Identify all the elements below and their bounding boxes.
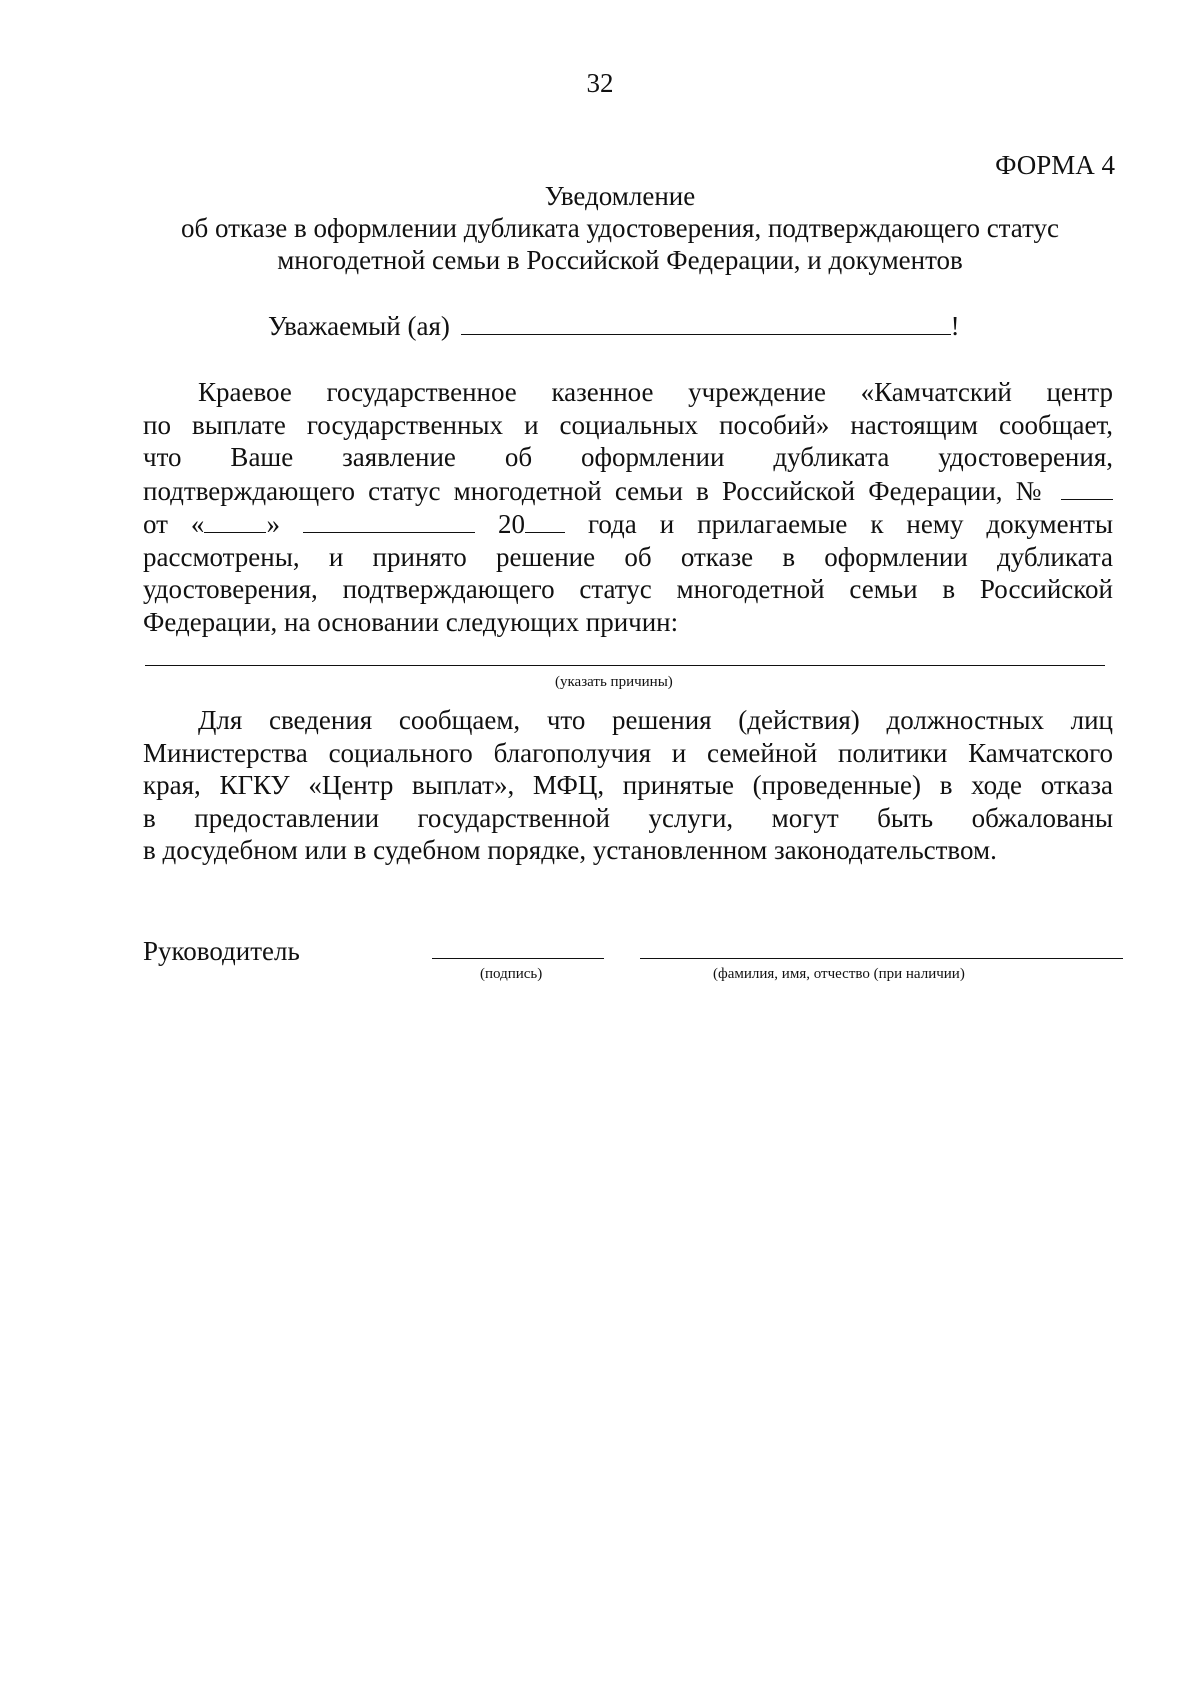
signer-label: Руководитель	[143, 936, 300, 966]
paragraph1-line-1: Краевое государственное казенное учреждение «Камчатский центр	[198, 377, 1113, 407]
recipient-name-field[interactable]	[461, 308, 951, 335]
greeting	[268, 308, 960, 343]
appeal-paragraph	[143, 704, 1113, 867]
paragraph1-line-8: Федерации, на основании следующих причин:	[143, 606, 679, 637]
form-label: ФОРМА 4	[995, 150, 1115, 180]
paragraph1-line-6: рассмотрены, и принято решение об отказе в оформлении дубликата	[143, 541, 1113, 572]
paragraph1-line-7: удостоверения, подтверждающего статус многодетной семьи в Российской	[143, 574, 1113, 604]
year-field[interactable]	[525, 507, 565, 533]
paragraph1-line-4	[143, 474, 1113, 508]
title-line-3: многодетной семьи в Российской Федерации, и документов	[277, 245, 963, 275]
title-line-1: Уведомление	[544, 181, 696, 211]
paragraph1-line-5	[143, 507, 1113, 541]
full-name-field[interactable]	[640, 958, 1123, 959]
paragraph2-line-3: края, КГКУ «Центр выплат», МФЦ, принятые (проведенные) в ходе отказа	[143, 770, 1113, 800]
paragraph2-line-5: в досудебном или в судебном порядке, установленном законодательством.	[143, 835, 997, 865]
greeting-prefix: Уважаемый (ая)	[268, 311, 450, 341]
application-number-field[interactable]	[1061, 474, 1113, 500]
paragraph1-line-2: по выплате государственных и социальных пособий» настоящим сообщает,	[143, 409, 1113, 440]
paragraph2-line-2: Министерства социального благополучия и семейной политики Камчатского	[143, 737, 1113, 768]
date-from-label: от « »	[143, 509, 280, 539]
paragraph1-line-3: что Ваше заявление об оформлении дубликата удостоверения,	[143, 442, 1113, 472]
document-title	[120, 180, 1120, 276]
paragraph2-line-1: Для сведения сообщаем, что решения (действия) должностных лиц	[198, 705, 1113, 735]
year-group: 20	[498, 509, 565, 539]
main-paragraph	[143, 376, 1113, 638]
day-field[interactable]	[204, 507, 266, 533]
paragraph1-line-4-text: подтверждающего статус многодетной семьи в Российской Федерации, №	[143, 475, 1048, 506]
full-name-caption: (фамилия, имя, отчество (при наличии)	[713, 966, 965, 982]
signature-caption: (подпись)	[480, 966, 543, 982]
signature-field[interactable]	[432, 958, 604, 959]
page-number: 32	[586, 68, 614, 98]
reasons-caption: (указать причины)	[555, 674, 673, 690]
title-line-2: об отказе в оформлении дубликата удостоверения, подтверждающего статус	[180, 213, 1060, 243]
paragraph2-line-4: в предоставлении государственной услуги, могут быть обжалованы	[143, 802, 1113, 833]
reasons-field[interactable]	[145, 665, 1105, 666]
greeting-suffix: !	[950, 311, 960, 341]
month-field[interactable]	[303, 507, 475, 533]
paragraph1-line-5-rest: года и прилагаемые к нему документы	[587, 509, 1114, 539]
